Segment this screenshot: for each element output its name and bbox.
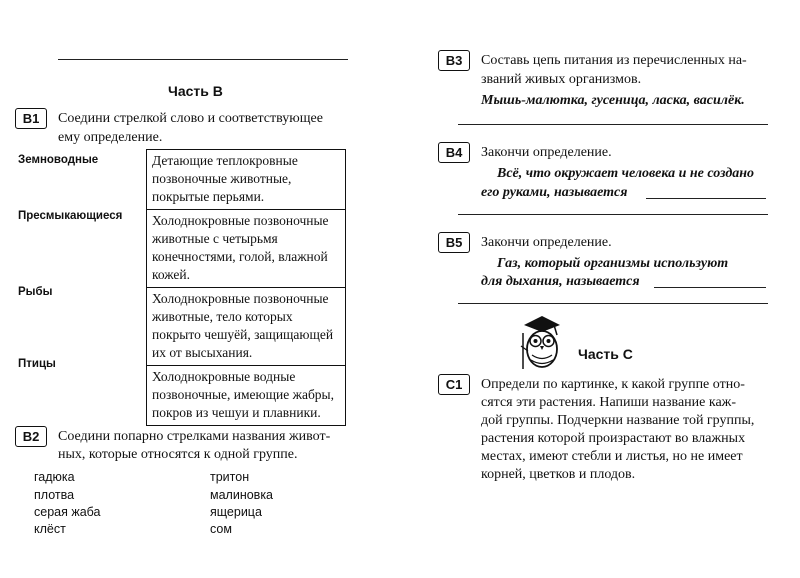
answer-line — [654, 287, 766, 288]
part-b-title: Часть B — [168, 83, 223, 99]
answer-line — [458, 124, 768, 125]
animal-word: сом — [210, 522, 232, 536]
c1-text-line: сятся эти растения. Напиши название каж- — [481, 395, 737, 410]
b2-instruction-line1: Соедини попарно стрелками названия живот- — [58, 429, 331, 444]
animal-word: плотва — [34, 488, 75, 502]
question-label-c1: C1 — [438, 374, 470, 395]
b3-instruction-line2: званий живых организмов. — [481, 72, 642, 87]
b2-instruction-line2: ных, которые относятся к одной группе. — [58, 447, 298, 462]
b5-definition-line2: для дыхания, называется — [481, 274, 640, 289]
animal-word: тритон — [210, 470, 250, 484]
question-label-b1: B1 — [15, 108, 47, 129]
c1-text-line: местах, имеют стебли и листья, но не имеет — [481, 449, 743, 464]
term-reptiles: Пресмыкающиеся — [18, 210, 123, 222]
animal-word: серая жаба — [34, 505, 101, 519]
term-fish: Рыбы — [18, 286, 53, 298]
definitions-table — [146, 149, 346, 426]
part-c-title: Часть C — [578, 346, 633, 362]
animal-word: малиновка — [210, 488, 274, 502]
c1-text-line: Определи по картинке, к какой группе отно- — [481, 377, 745, 392]
question-label-b5: B5 — [438, 232, 470, 253]
b1-instruction-line1: Соедини стрелкой слово и соответствующее — [58, 111, 323, 126]
definition-cell: Детающие теплокровные позвоночные животные, покрытые перьями. — [147, 150, 346, 210]
b3-organisms: Мышь-малютка, гусеница, ласка, василёк. — [481, 93, 745, 108]
question-label-b2: B2 — [15, 426, 47, 447]
definition-cell: Холоднокровные водные позвоночные, имеющие жабры, покров из чешуи и плавники. — [147, 366, 346, 426]
b5-definition-line1: Газ, который организмы используют — [497, 256, 729, 271]
term-amphibians: Земноводные — [18, 154, 99, 166]
c1-text-line: растения которой произрастают во влажных — [481, 431, 746, 446]
animal-word: ящерица — [210, 505, 262, 519]
c1-text-line: дой группы. Подчеркни название той группы, — [481, 413, 755, 428]
b4-instruction: Закончи определение. — [481, 145, 612, 160]
question-label-b3: B3 — [438, 50, 470, 71]
b1-instruction-line2: ему определение. — [58, 130, 163, 145]
answer-line — [458, 303, 768, 304]
definition-cell: Холоднокровные позвоночные животные, тело которых покрыто чешуёй, защищающей их от высыхания. — [147, 288, 346, 366]
c1-text-line: корней, цветков и плодов. — [481, 467, 636, 482]
b3-instruction-line1: Составь цепь питания из перечисленных на- — [481, 53, 747, 68]
question-label-b4: B4 — [438, 142, 470, 163]
b4-definition-line2: его руками, называется — [481, 185, 628, 200]
b5-instruction: Закончи определение. — [481, 235, 612, 250]
answer-line — [646, 198, 766, 199]
animal-word: гадюка — [34, 470, 75, 484]
owl-mascot-icon — [518, 313, 566, 371]
answer-line — [458, 214, 768, 215]
animal-word: клёст — [34, 522, 66, 536]
term-birds: Птицы — [18, 358, 56, 370]
top-rule-left — [58, 59, 348, 60]
definition-cell: Холоднокровные позвоночные животные с четырьмя конечностями, голой, влажной кожей. — [147, 210, 346, 288]
b4-definition-line1: Всё, что окружает человека и не создано — [497, 166, 755, 181]
